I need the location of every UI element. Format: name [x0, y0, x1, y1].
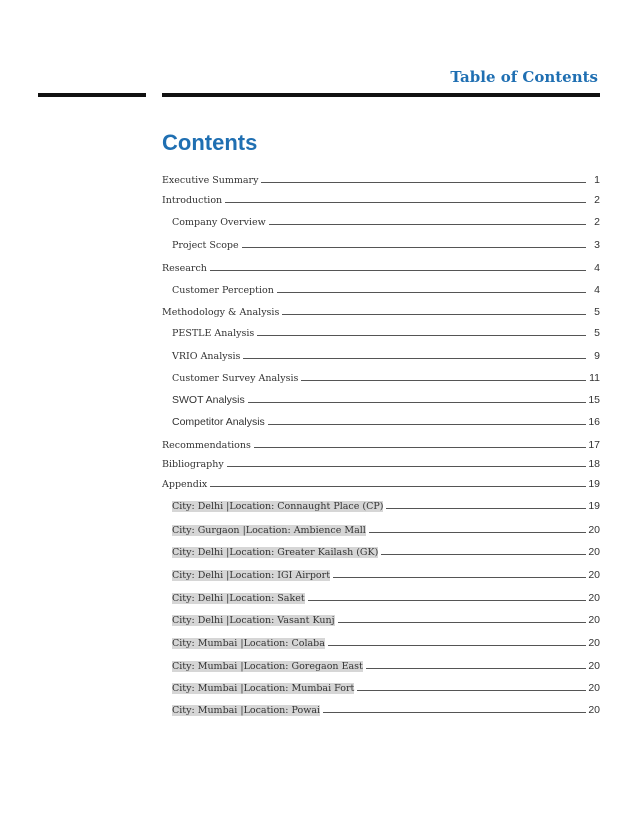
- toc-entry-page: 9: [594, 350, 600, 362]
- toc-entry-label: Company Overview: [172, 217, 266, 228]
- toc-entry-page: 19: [588, 478, 600, 490]
- toc-entry-appendix-city[interactable]: [172, 520, 600, 536]
- toc-entry-page: 15: [588, 394, 600, 406]
- toc-entry-label: City: Delhi |Location: Saket: [172, 593, 305, 604]
- toc-entry-swot-analysis[interactable]: [172, 390, 600, 406]
- toc-entry-company-overview[interactable]: [172, 212, 600, 228]
- toc-entry-label: City: Delhi |Location: IGI Airport: [172, 570, 331, 581]
- toc-entry-label: Executive Summary: [162, 175, 259, 186]
- toc-entry-label: City: Mumbai |Location: Colaba: [172, 638, 325, 649]
- toc-entry-label: Customer Perception: [172, 285, 274, 296]
- toc-entry-page: 18: [588, 458, 600, 470]
- toc-entry-label: City: Mumbai |Location: Goregaon East: [172, 661, 363, 672]
- toc-entry-pestle-analysis[interactable]: [172, 323, 600, 339]
- toc-entry-page: 20: [588, 614, 600, 626]
- toc-entry-page: 20: [588, 592, 600, 604]
- toc-entry-appendix[interactable]: [162, 474, 600, 490]
- toc-entry-appendix-city[interactable]: [172, 588, 600, 604]
- toc-entry-introduction[interactable]: [162, 190, 600, 206]
- toc-entry-competitor-analysis[interactable]: [172, 412, 600, 428]
- toc-entry-research[interactable]: [162, 258, 600, 274]
- toc-entry-label: Methodology & Analysis: [162, 307, 280, 318]
- page-header-title: Table of Contents: [450, 68, 598, 86]
- toc-entry-page: 20: [588, 682, 600, 694]
- toc-entry-label: VRIO Analysis: [172, 351, 241, 362]
- toc-entry-label: City: Delhi |Location: Vasant Kunj: [172, 615, 335, 626]
- toc-entry-label: Bibliography: [162, 459, 224, 470]
- toc-entry-recommendations[interactable]: [162, 435, 600, 451]
- toc-entry-label: Customer Survey Analysis: [172, 373, 299, 384]
- toc-entry-label: City: Delhi |Location: Connaught Place (CP): [172, 501, 384, 512]
- toc-entry-methodology-analysis[interactable]: [162, 302, 600, 318]
- toc-entry-appendix-city[interactable]: [172, 542, 600, 558]
- toc-entry-page: 1: [594, 174, 600, 186]
- toc-entry-label: City: Gurgaon |Location: Ambience Mall: [172, 525, 366, 536]
- toc-entry-page: 2: [594, 194, 600, 206]
- toc-entry-page: 20: [588, 569, 600, 581]
- toc-entry-label: Introduction: [162, 195, 223, 206]
- toc-entry-page: 17: [588, 439, 600, 451]
- toc-entry-customer-survey-analysis[interactable]: [172, 368, 600, 384]
- toc-entry-appendix-city[interactable]: [172, 700, 600, 716]
- toc-entry-page: 3: [594, 239, 600, 251]
- toc-entry-appendix-city[interactable]: [172, 496, 600, 512]
- toc-entry-label: Research: [162, 263, 207, 274]
- toc-entry-page: 20: [588, 637, 600, 649]
- header-rule-right: [162, 93, 600, 97]
- toc-entry-appendix-city[interactable]: [172, 610, 600, 626]
- toc-entry-label: SWOT Analysis: [172, 394, 245, 406]
- toc-entry-customer-perception[interactable]: [172, 280, 600, 296]
- toc-entry-label: City: Mumbai |Location: Mumbai Fort: [172, 683, 355, 694]
- toc-entry-page: 2: [594, 216, 600, 228]
- toc-entry-label: PESTLE Analysis: [172, 328, 255, 339]
- toc-entry-label: Project Scope: [172, 240, 239, 251]
- toc-entry-label: Competitor Analysis: [172, 416, 265, 428]
- toc-heading: Contents: [162, 130, 258, 155]
- toc-entry-page: 19: [588, 500, 600, 512]
- toc-entry-vrio-analysis[interactable]: [172, 346, 600, 362]
- toc-entry-label: Appendix: [162, 479, 208, 490]
- toc-entry-appendix-city[interactable]: [172, 656, 600, 672]
- toc-entry-appendix-city[interactable]: [172, 678, 600, 694]
- toc-entry-page: 16: [588, 416, 600, 428]
- toc-entry-label: City: Delhi |Location: Greater Kailash (GK): [172, 547, 379, 558]
- toc-entry-page: 4: [594, 284, 600, 296]
- toc-entry-label: Recommendations: [162, 440, 251, 451]
- toc-entry-page: 11: [589, 372, 600, 384]
- toc-entry-label: City: Mumbai |Location: Powai: [172, 705, 321, 716]
- toc-entry-page: 4: [594, 262, 600, 274]
- toc-entry-executive-summary[interactable]: [162, 170, 600, 186]
- toc-entry-appendix-city[interactable]: [172, 565, 600, 581]
- toc-entry-project-scope[interactable]: [172, 235, 600, 251]
- toc-entry-page: 20: [588, 546, 600, 558]
- header-rule-left: [38, 93, 146, 97]
- toc-entry-page: 5: [594, 306, 600, 318]
- toc-entry-bibliography[interactable]: [162, 454, 600, 470]
- toc-entry-page: 20: [588, 524, 600, 536]
- toc-entry-appendix-city[interactable]: [172, 633, 600, 649]
- toc-entry-page: 5: [594, 327, 600, 339]
- toc-entry-page: 20: [588, 660, 600, 672]
- toc-entry-page: 20: [588, 704, 600, 716]
